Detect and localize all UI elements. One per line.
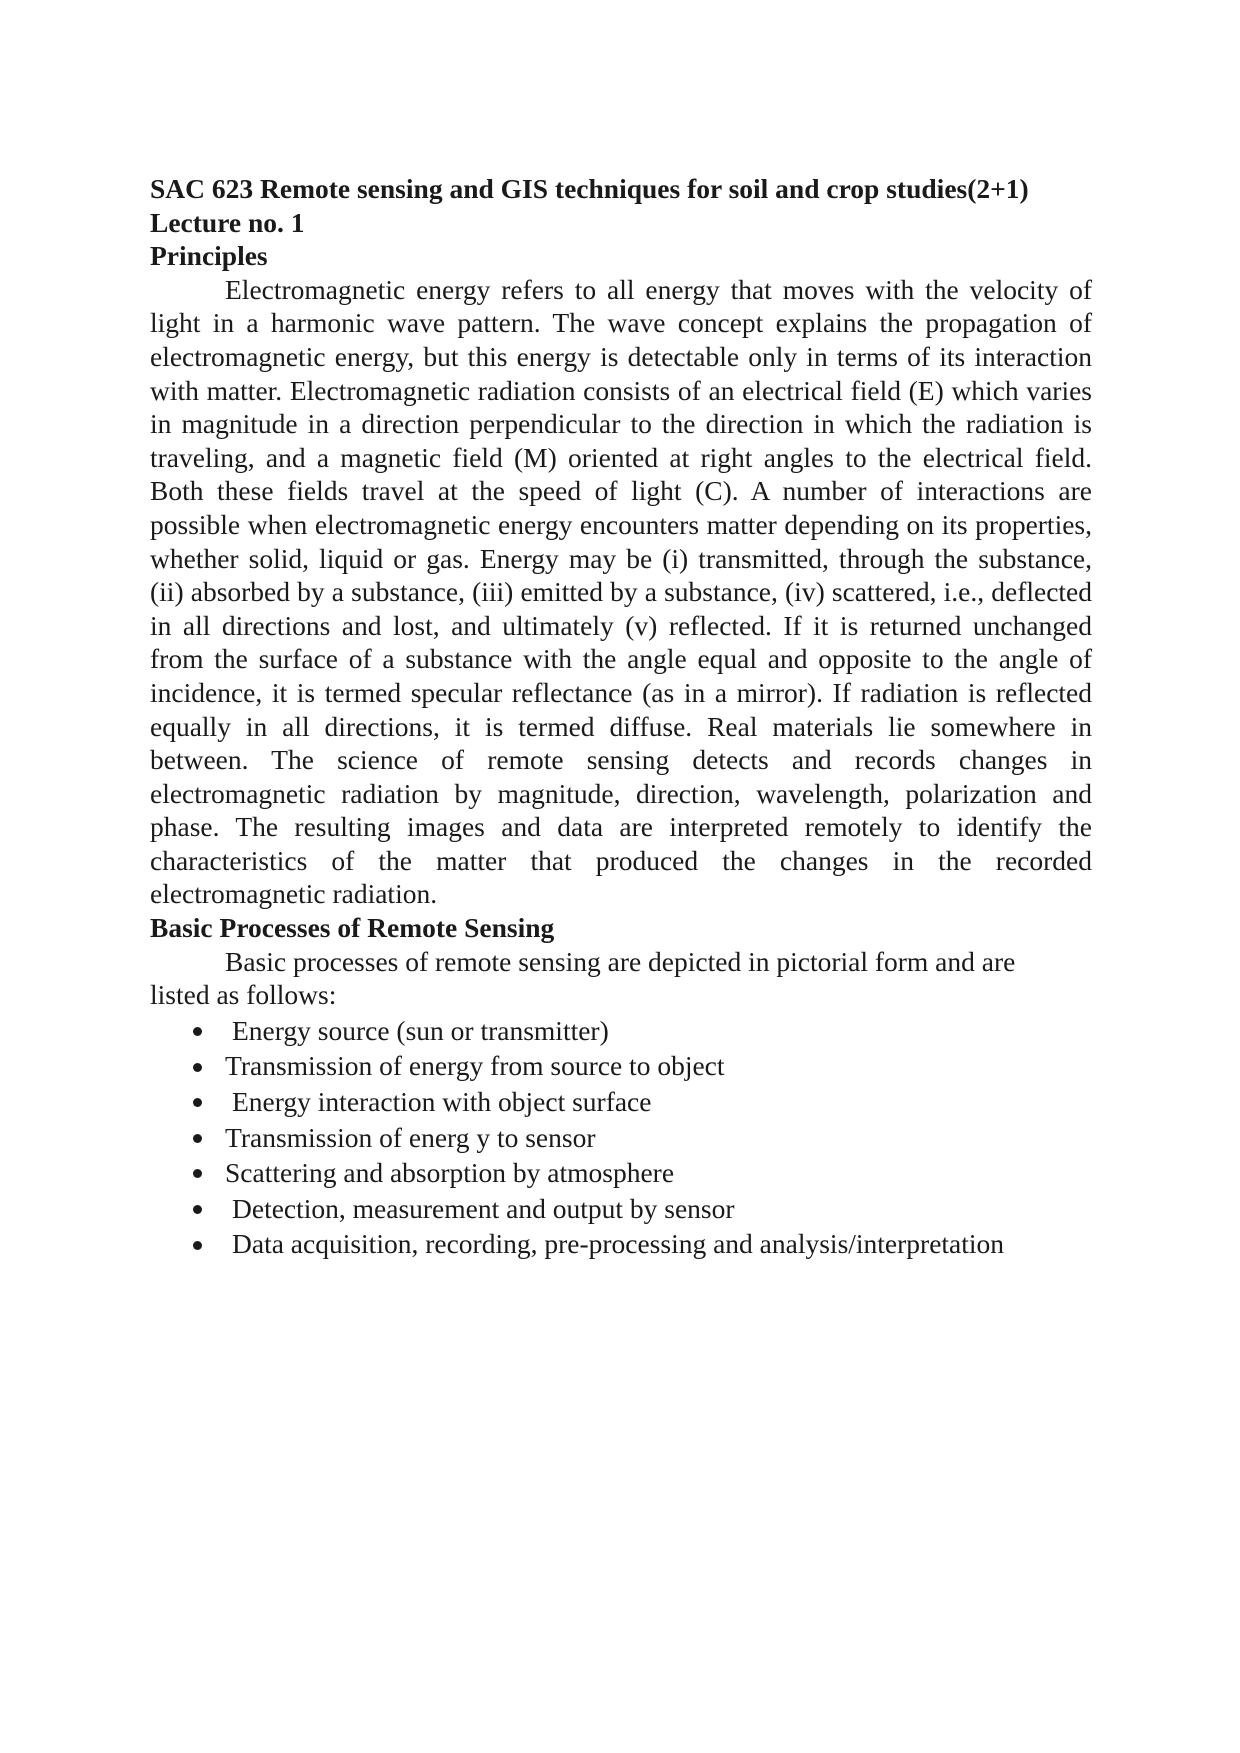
bullet-icon	[191, 1120, 203, 1156]
list-item-text: Transmission of energy from source to object	[225, 1050, 725, 1082]
list-item-text: Energy interaction with object surface	[232, 1086, 652, 1118]
list-item	[150, 1120, 1092, 1156]
bullet-icon	[191, 1084, 203, 1120]
list-item-text: Energy source (sun or transmitter)	[232, 1014, 609, 1046]
list-item-text: Detection, measurement and output by sensor	[232, 1192, 735, 1224]
principles-paragraph: Electromagnetic energy refers to all energy that moves with the velocity of light in a harmonic wave pattern. The wave concept explains the propagation of electromagnetic energy, but this energy is detectable only in terms of its interaction with matter. Electromagnetic radiation consists of an electrical field (E) which varies in magnitude in a direction perpendicular to the direction in which the radiation is traveling, and a magnetic field (M) oriented at right angles to the electrical field. Both these fields travel at the speed of light (C). A number of interactions are possible when electromagnetic energy encounters matter depending on its properties, whether solid, liquid or gas. Energy may be (i) transmitted, through the substance, (ii) absorbed by a substance, (iii) emitted by a substance, (iv) scattered, i.e., deflected in all directions and lost, and ultimately (v) reflected. If it is returned unchanged from the surface of a substance with the angle equal and opposite to the angle of incidence, it is termed specular reflectance (as in a mirror). If radiation is reflected equally in all directions, it is termed diffuse. Real materials lie somewhere in between. The science of remote sensing detects and records changes in electromagnetic radiation by magnitude, direction, wavelength, polarization and phase. The resulting images and data are interpreted remotely to identify the characteristics of the matter that produced the changes in the recorded electromagnetic radiation.	[150, 273, 1092, 910]
basic-processes-intro: Basic processes of remote sensing are depicted in pictorial form and are listed as follows:	[150, 945, 1016, 1011]
list-item	[150, 1084, 1092, 1120]
list-item	[150, 1155, 1092, 1191]
section-heading-basic-processes: Basic Processes of Remote Sensing	[150, 912, 555, 944]
bullet-icon	[191, 1191, 203, 1227]
list-item-text: Data acquisition, recording, pre-processing and analysis/interpretation	[232, 1228, 1005, 1260]
bullet-icon	[191, 1048, 203, 1084]
list-item	[150, 1048, 1092, 1084]
process-list	[150, 1013, 1092, 1262]
bullet-icon	[191, 1226, 203, 1262]
section-heading-principles: Principles	[150, 240, 268, 272]
list-item	[150, 1013, 1092, 1049]
list-item-text: Transmission of energ y to sensor	[225, 1121, 596, 1153]
course-title: SAC 623 Remote sensing and GIS techniques for soil and crop studies(2+1)	[150, 173, 1029, 204]
bullet-icon	[191, 1155, 203, 1191]
document-page	[150, 172, 1092, 1262]
list-item	[150, 1226, 1092, 1262]
lecture-number: Lecture no. 1	[150, 206, 305, 238]
list-item-text: Scattering and absorption by atmosphere	[225, 1157, 675, 1189]
list-item	[150, 1191, 1092, 1227]
bullet-icon	[191, 1013, 203, 1049]
